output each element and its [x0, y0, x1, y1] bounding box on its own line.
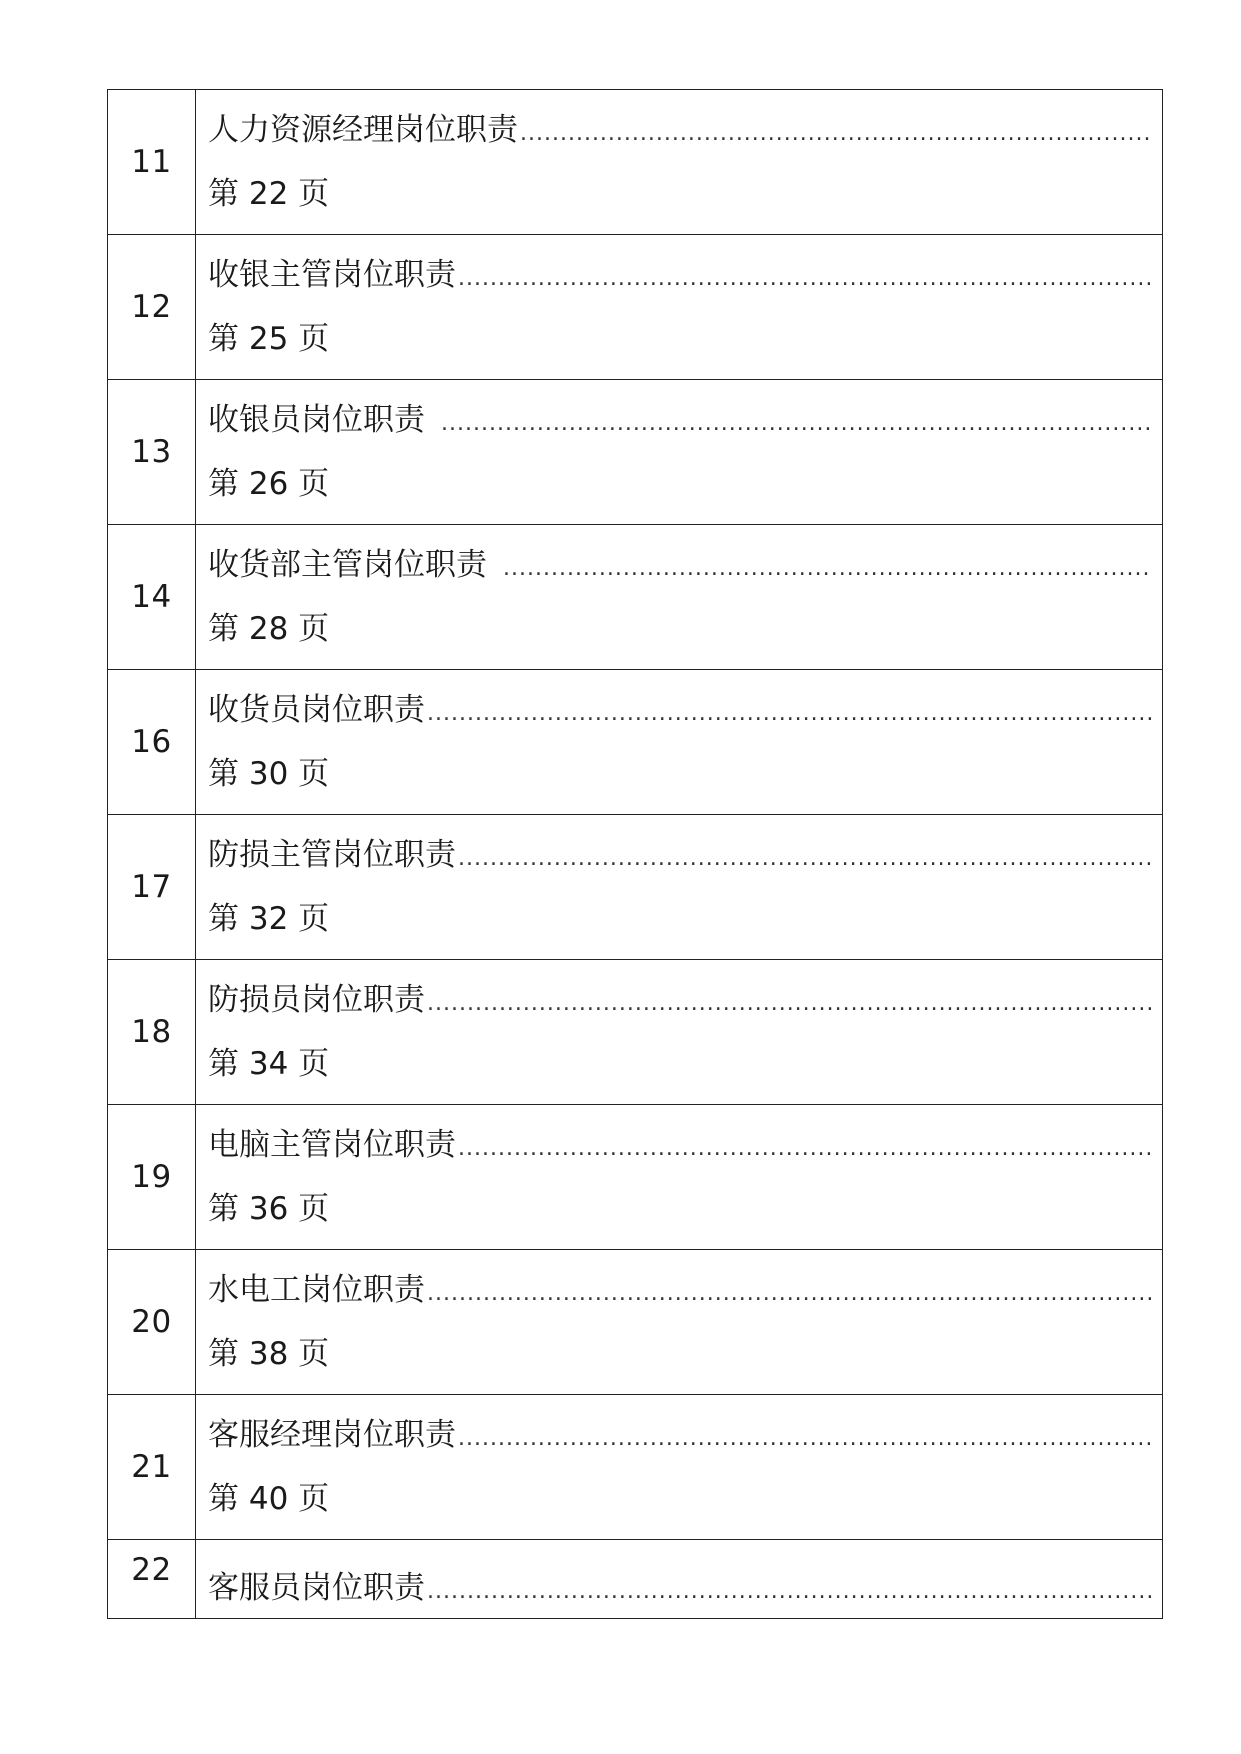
toc-row [108, 380, 1163, 525]
toc-entry-number: 12 [108, 235, 196, 380]
toc-entry-page: 第 25 页 [208, 321, 330, 357]
dot-leader [425, 1570, 1152, 1610]
toc-entry-page: 第 40 页 [208, 1481, 330, 1517]
toc-entry-title-line [208, 1566, 1152, 1610]
toc-entry-title: 客服经理岗位职责 [208, 1417, 456, 1453]
toc-entry-title: 收货部主管岗位职责 [208, 547, 487, 583]
toc-entry-page: 第 28 页 [208, 611, 330, 647]
toc-entry-title-line [208, 543, 1152, 587]
toc-row [108, 1395, 1163, 1540]
toc-entry-number: 14 [108, 525, 196, 670]
toc-entry [196, 960, 1163, 1105]
toc-entry [196, 1105, 1163, 1250]
toc-entry [196, 235, 1163, 380]
toc-row [108, 1105, 1163, 1250]
toc-row [108, 815, 1163, 960]
toc-entry-number: 18 [108, 960, 196, 1105]
toc-entry [196, 1540, 1163, 1619]
toc-entry-title: 收货员岗位职责 [208, 692, 425, 728]
toc-entry-title-line [208, 1413, 1152, 1457]
toc-entry-title: 电脑主管岗位职责 [208, 1127, 456, 1163]
toc-entry-number: 11 [108, 90, 196, 235]
toc-entry [196, 525, 1163, 670]
toc-entry [196, 670, 1163, 815]
dot-leader [425, 982, 1152, 1022]
toc-entry-title: 防损主管岗位职责 [208, 837, 456, 873]
toc-row [108, 235, 1163, 380]
toc-entry-page: 第 22 页 [208, 176, 330, 212]
toc-entry-title-line [208, 833, 1152, 877]
toc-entry-number: 20 [108, 1250, 196, 1395]
toc-entry-number: 22 [108, 1540, 196, 1619]
dot-leader [425, 1272, 1152, 1312]
toc-entry-title: 防损员岗位职责 [208, 982, 425, 1018]
toc-entry [196, 90, 1163, 235]
toc-entry-title-line [208, 1123, 1152, 1167]
toc-entry [196, 380, 1163, 525]
toc-entry-number: 16 [108, 670, 196, 815]
toc-entry-page: 第 26 页 [208, 466, 330, 502]
toc-entry-title: 水电工岗位职责 [208, 1272, 425, 1308]
toc-entry [196, 815, 1163, 960]
toc-row [108, 1540, 1163, 1619]
toc-entry-page: 第 34 页 [208, 1046, 330, 1082]
dot-leader [487, 547, 1152, 587]
toc-entry-number: 21 [108, 1395, 196, 1540]
toc-entry-title-line [208, 253, 1152, 297]
dot-leader [456, 1127, 1152, 1167]
dot-leader [425, 692, 1152, 732]
dot-leader [456, 837, 1152, 877]
toc-entry-title-line [208, 978, 1152, 1022]
toc-entry-title: 人力资源经理岗位职责 [208, 112, 518, 148]
toc-entry-page: 第 36 页 [208, 1191, 330, 1227]
toc-row [108, 90, 1163, 235]
toc-entry-title: 收银员岗位职责 [208, 402, 425, 438]
toc-row [108, 1250, 1163, 1395]
toc-row [108, 670, 1163, 815]
dot-leader [518, 112, 1152, 152]
toc-entry-title-line [208, 688, 1152, 732]
dot-leader [456, 257, 1152, 297]
toc-row [108, 525, 1163, 670]
toc-entry-page: 第 38 页 [208, 1336, 330, 1372]
toc-entry [196, 1250, 1163, 1395]
toc-entry-title-line [208, 108, 1152, 152]
toc-entry-number: 17 [108, 815, 196, 960]
toc-entry-number: 19 [108, 1105, 196, 1250]
toc-entry-title-line [208, 398, 1152, 442]
toc-entry-title-line [208, 1268, 1152, 1312]
toc-entry-page: 第 30 页 [208, 756, 330, 792]
dot-leader [425, 402, 1152, 442]
toc-row [108, 960, 1163, 1105]
toc-entry-title: 客服员岗位职责 [208, 1570, 425, 1606]
toc-entry-page: 第 32 页 [208, 901, 330, 937]
toc-entry-number: 13 [108, 380, 196, 525]
toc-entry [196, 1395, 1163, 1540]
toc-table [107, 89, 1163, 1619]
toc-entry-title: 收银主管岗位职责 [208, 257, 456, 293]
dot-leader [456, 1417, 1152, 1457]
